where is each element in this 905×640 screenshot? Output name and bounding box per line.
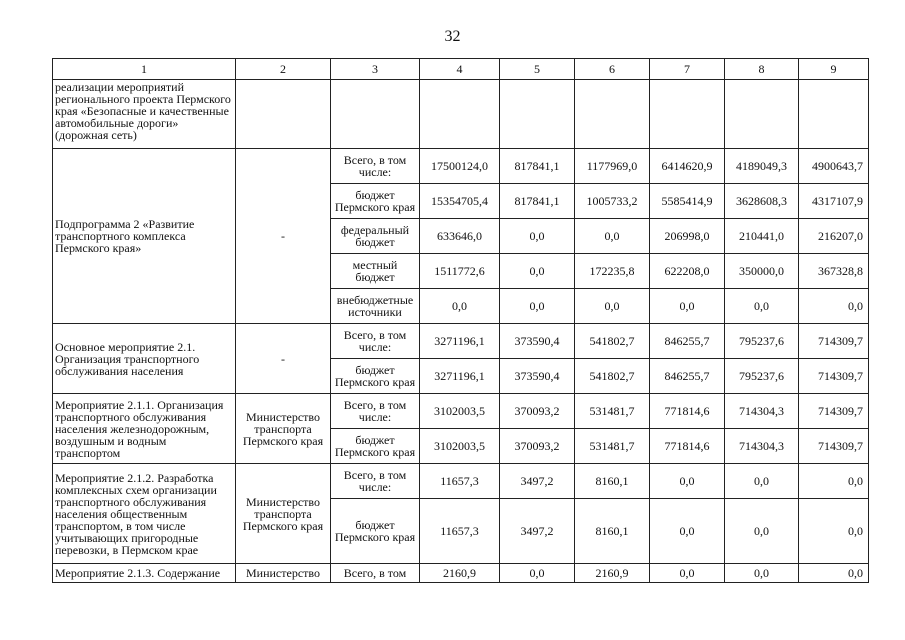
value-cell: 206998,0: [650, 219, 725, 254]
value-cell: 2160,9: [575, 564, 650, 583]
value-cell: 0,0: [725, 499, 799, 564]
program-name: Подпрограмма 2 «Развитие транспортного комплекса Пермского края»: [53, 149, 236, 324]
program-name: Мероприятие 2.1.3. Содержание: [53, 564, 236, 583]
value-cell: 4317107,9: [799, 184, 869, 219]
column-header: 5: [500, 59, 575, 80]
column-header: 7: [650, 59, 725, 80]
value-cell: 210441,0: [725, 219, 799, 254]
funding-source: федеральный бюджет: [331, 219, 420, 254]
value-cell: 0,0: [500, 564, 575, 583]
page-number: 32: [444, 28, 461, 45]
value-cell: 370093,2: [500, 429, 575, 464]
column-header: 3: [331, 59, 420, 80]
value-cell: 6414620,9: [650, 149, 725, 184]
column-header: 6: [575, 59, 650, 80]
value-cell: 714304,3: [725, 394, 799, 429]
funding-source: бюджет Пермского края: [331, 359, 420, 394]
funding-source: Всего, в том: [331, 564, 420, 583]
table-row: [53, 80, 869, 149]
value-cell: 0,0: [799, 499, 869, 564]
value-cell: 531481,7: [575, 429, 650, 464]
value-cell: 633646,0: [420, 219, 500, 254]
value-cell: 3497,2: [500, 464, 575, 499]
value-cell: 817841,1: [500, 184, 575, 219]
value-cell: 0,0: [420, 289, 500, 324]
value-cell: 2160,9: [420, 564, 500, 583]
value-cell: 0,0: [500, 219, 575, 254]
table-row: [53, 149, 869, 184]
value-cell: 0,0: [650, 499, 725, 564]
value-cell: 622208,0: [650, 254, 725, 289]
program-name: реализации мероприятий регионального проекта Пермского края «Безопасные и качественные автомобильные дороги» (дорожная сеть): [53, 80, 236, 149]
value-cell: [725, 80, 799, 149]
value-cell: 541802,7: [575, 324, 650, 359]
funding-source: Всего, в том числе:: [331, 394, 420, 429]
value-cell: 8160,1: [575, 499, 650, 564]
value-cell: 4900643,7: [799, 149, 869, 184]
value-cell: 0,0: [725, 289, 799, 324]
value-cell: 714309,7: [799, 429, 869, 464]
value-cell: 216207,0: [799, 219, 869, 254]
value-cell: 373590,4: [500, 359, 575, 394]
value-cell: 0,0: [650, 564, 725, 583]
column-header: 2: [236, 59, 331, 80]
value-cell: 3497,2: [500, 499, 575, 564]
table-row: [53, 394, 869, 429]
executor: Министерство: [236, 564, 331, 583]
value-cell: 1005733,2: [575, 184, 650, 219]
value-cell: 8160,1: [575, 464, 650, 499]
value-cell: 714309,7: [799, 394, 869, 429]
value-cell: [575, 80, 650, 149]
value-cell: 0,0: [799, 564, 869, 583]
program-name: Мероприятие 2.1.2. Разработка комплексных схем организации транспортного обслуживания населения общественным транспортом, в том числе учитывающих пригородные перевозки, в Пермском крае: [53, 464, 236, 564]
source-cell: [331, 80, 420, 149]
value-cell: 771814,6: [650, 429, 725, 464]
value-cell: 373590,4: [500, 324, 575, 359]
value-cell: 4189049,3: [725, 149, 799, 184]
executor: Министерство транспорта Пермского края: [236, 464, 331, 564]
table-row: [53, 324, 869, 359]
value-cell: 0,0: [500, 289, 575, 324]
value-cell: 1177969,0: [575, 149, 650, 184]
value-cell: 350000,0: [725, 254, 799, 289]
value-cell: 714304,3: [725, 429, 799, 464]
column-header: 4: [420, 59, 500, 80]
header-row: [53, 59, 869, 80]
value-cell: 172235,8: [575, 254, 650, 289]
value-cell: 367328,8: [799, 254, 869, 289]
executor: -: [236, 149, 331, 324]
program-name: Мероприятие 2.1.1. Организация транспортного обслуживания населения железнодорожным, воздушным и водным транспортом: [53, 394, 236, 464]
value-cell: 15354705,4: [420, 184, 500, 219]
budget-table: [52, 58, 869, 583]
table-row: [53, 564, 869, 583]
value-cell: 0,0: [650, 289, 725, 324]
value-cell: 0,0: [799, 289, 869, 324]
value-cell: 3628608,3: [725, 184, 799, 219]
value-cell: [500, 80, 575, 149]
executor: -: [236, 324, 331, 394]
column-header: 9: [799, 59, 869, 80]
funding-source: бюджет Пермского края: [331, 184, 420, 219]
value-cell: 846255,7: [650, 359, 725, 394]
value-cell: 817841,1: [500, 149, 575, 184]
value-cell: 714309,7: [799, 324, 869, 359]
funding-source: Всего, в том числе:: [331, 464, 420, 499]
program-name: Основное мероприятие 2.1. Организация транспортного обслуживания населения: [53, 324, 236, 394]
value-cell: 3271196,1: [420, 324, 500, 359]
value-cell: 846255,7: [650, 324, 725, 359]
value-cell: 0,0: [575, 289, 650, 324]
value-cell: 0,0: [500, 254, 575, 289]
value-cell: 11657,3: [420, 499, 500, 564]
value-cell: 795237,6: [725, 359, 799, 394]
executor: Министерство транспорта Пермского края: [236, 394, 331, 464]
funding-source: бюджет Пермского края: [331, 499, 420, 564]
value-cell: 0,0: [725, 564, 799, 583]
column-header: 1: [53, 59, 236, 80]
funding-source: бюджет Пермского края: [331, 429, 420, 464]
value-cell: [420, 80, 500, 149]
funding-source: внебюджетные источники: [331, 289, 420, 324]
value-cell: 531481,7: [575, 394, 650, 429]
value-cell: 0,0: [725, 464, 799, 499]
funding-source: Всего, в том числе:: [331, 324, 420, 359]
value-cell: 5585414,9: [650, 184, 725, 219]
value-cell: 795237,6: [725, 324, 799, 359]
value-cell: 0,0: [575, 219, 650, 254]
value-cell: 17500124,0: [420, 149, 500, 184]
value-cell: 541802,7: [575, 359, 650, 394]
value-cell: 0,0: [799, 464, 869, 499]
value-cell: [799, 80, 869, 149]
value-cell: 1511772,6: [420, 254, 500, 289]
funding-source: Всего, в том числе:: [331, 149, 420, 184]
value-cell: 714309,7: [799, 359, 869, 394]
value-cell: [650, 80, 725, 149]
funding-source: местный бюджет: [331, 254, 420, 289]
value-cell: 370093,2: [500, 394, 575, 429]
value-cell: 771814,6: [650, 394, 725, 429]
table-row: [53, 464, 869, 499]
column-header: 8: [725, 59, 799, 80]
value-cell: 3271196,1: [420, 359, 500, 394]
value-cell: 3102003,5: [420, 429, 500, 464]
value-cell: 3102003,5: [420, 394, 500, 429]
executor-cell: [236, 80, 331, 149]
value-cell: 11657,3: [420, 464, 500, 499]
value-cell: 0,0: [650, 464, 725, 499]
